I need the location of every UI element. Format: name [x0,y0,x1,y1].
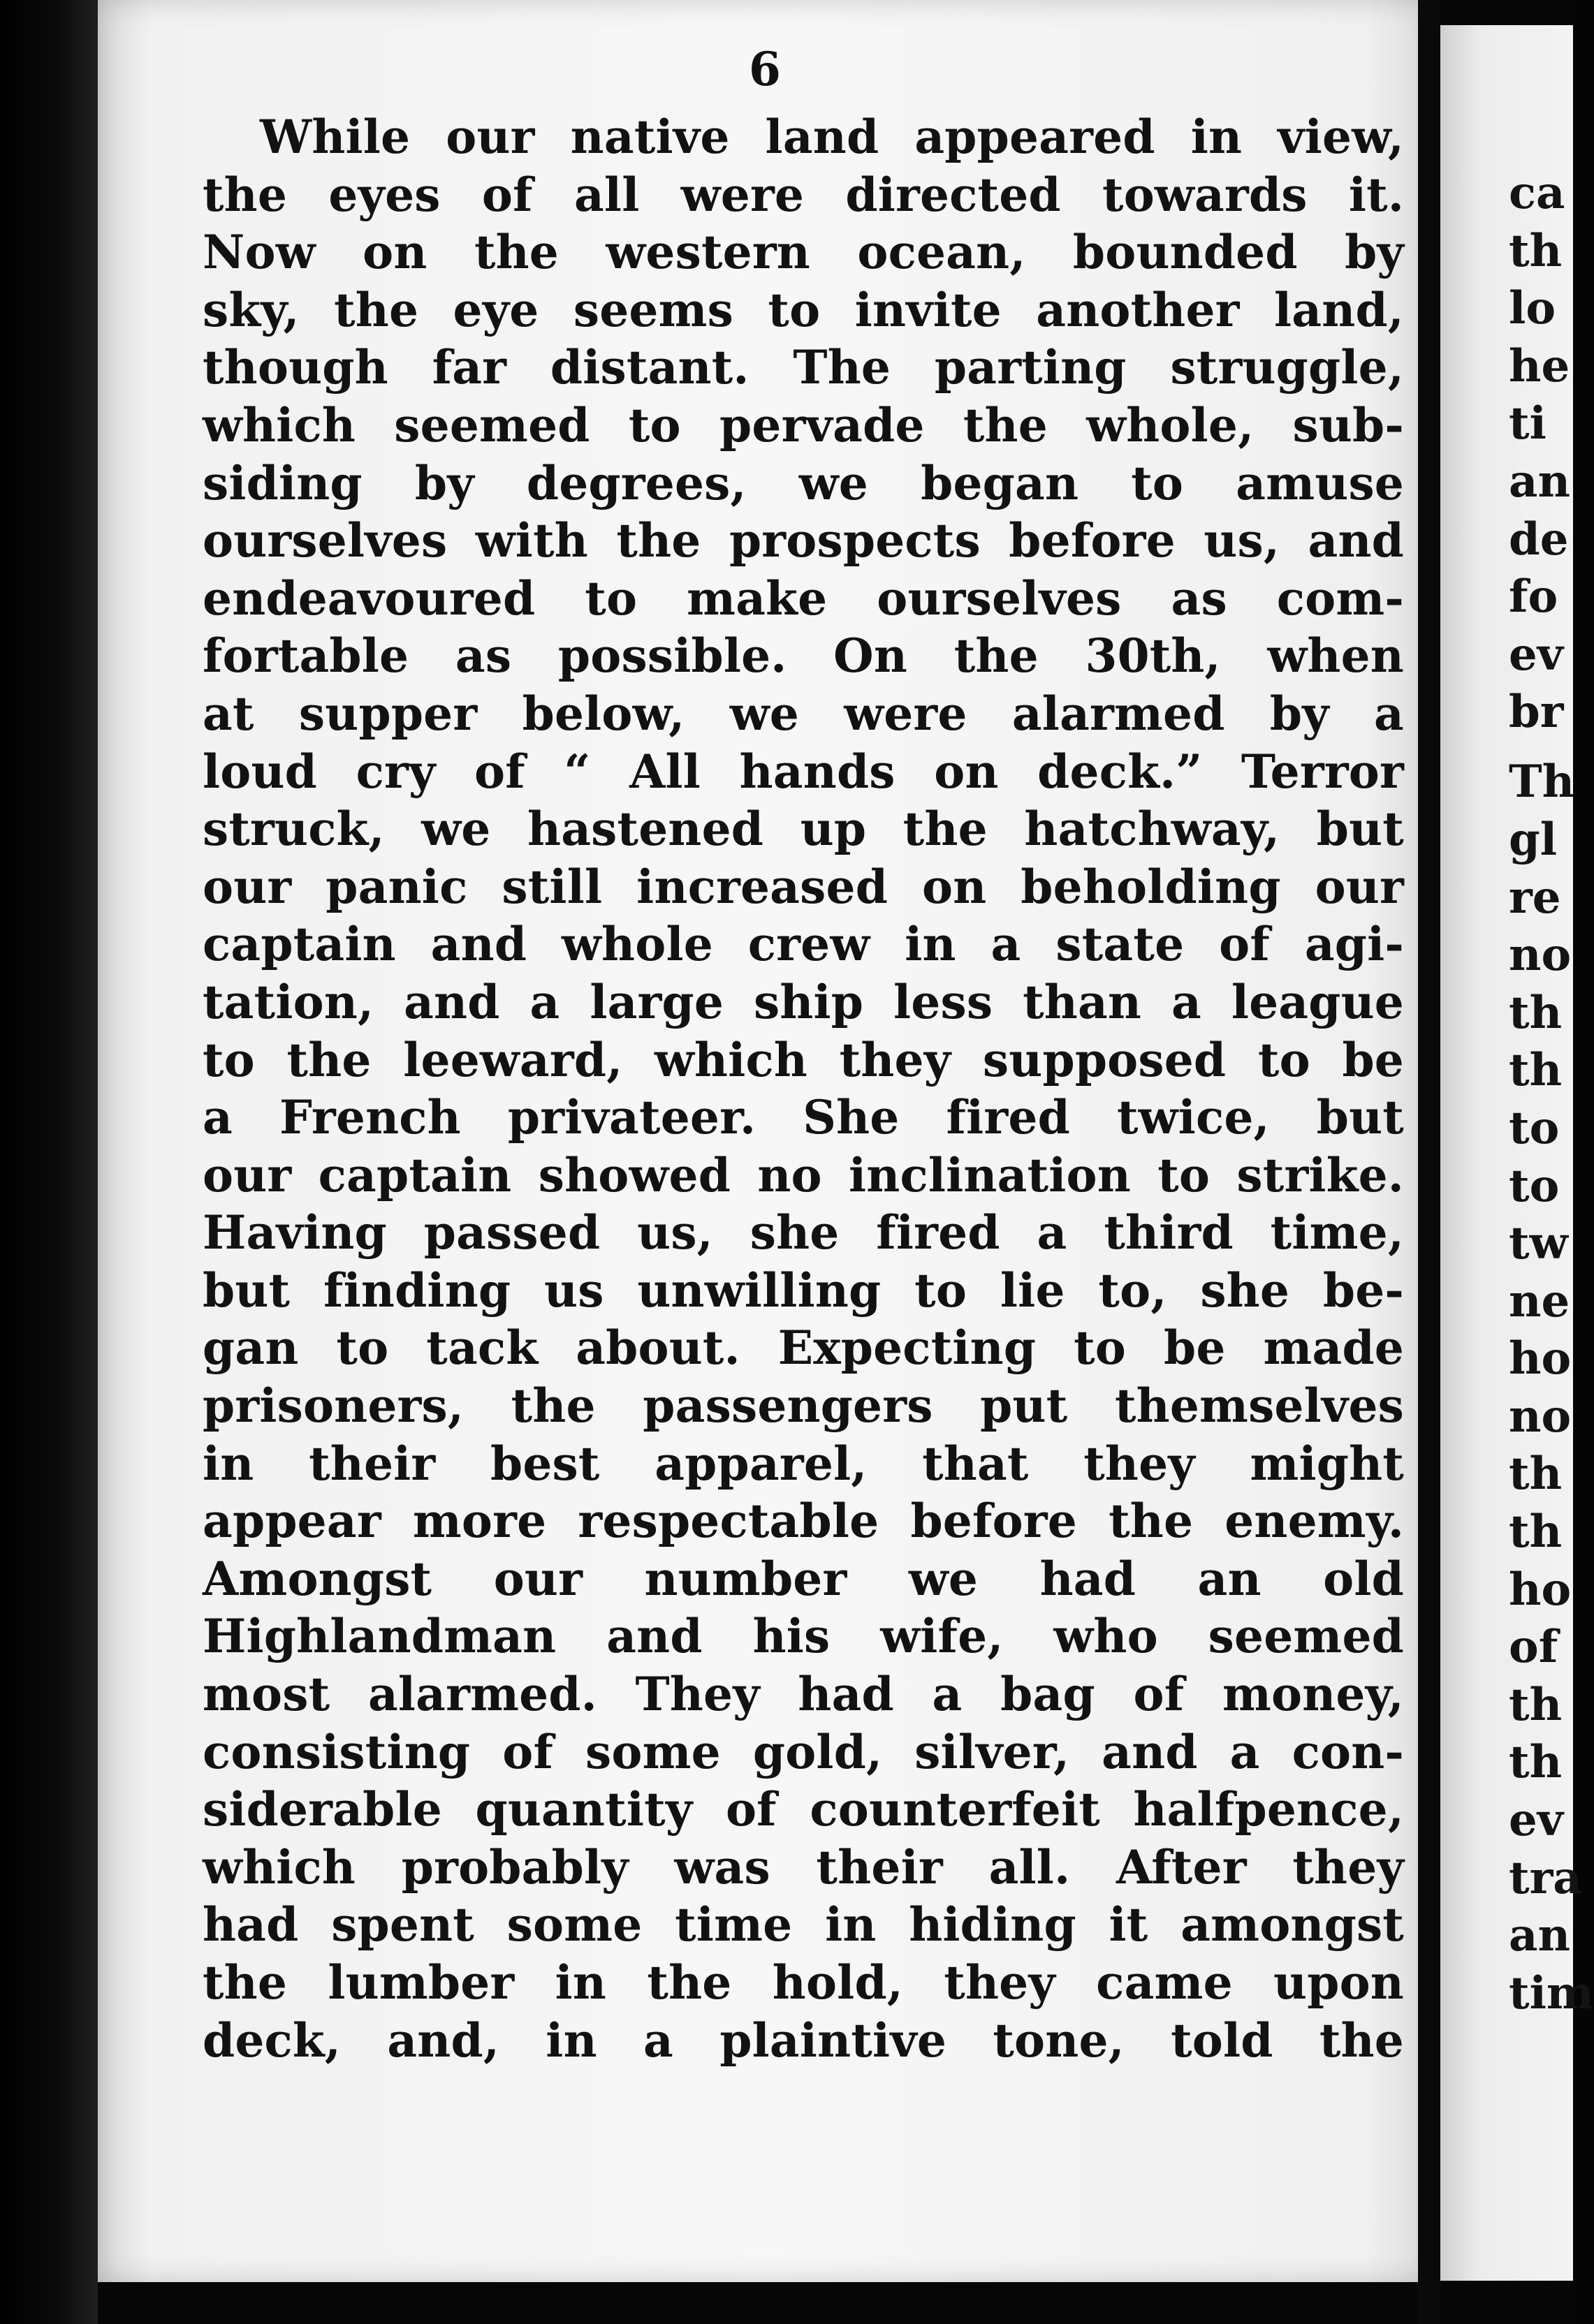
text-line: in their best apparel, that they might [203,1436,1404,1491]
text-line: captain and whole crew in a state of agi- [203,917,1404,972]
text-line: Now on the western ocean, bounded by [203,225,1404,280]
fragment-line: ev [1509,1794,1563,1847]
fragment-line: fo [1509,571,1558,624]
text-line: fortable as possible. On the 30th, when [203,628,1404,684]
text-line: Highlandman and his wife, who seemed [203,1609,1404,1664]
text-line: though far distant. The parting struggle, [203,340,1404,395]
fragment-line: th [1509,986,1563,1039]
fragment-line: th [1509,1044,1563,1097]
text-line: most alarmed. They had a bag of money, [203,1667,1404,1722]
fragment-line: to [1509,1159,1560,1212]
fragment-line: th [1509,1448,1563,1501]
text-line: Having passed us, she fired a third time, [203,1205,1404,1260]
text-line: sky, the eye seems to invite another land, [203,282,1404,337]
fragment-line: lo [1509,282,1556,335]
fragment-line: ti [1509,397,1547,450]
text-line: siderable quantity of counterfeit halfpence, [203,1782,1404,1837]
text-line: the lumber in the hold, they came upon [203,1955,1404,2010]
text-line: at supper below, we were alarmed by a [203,686,1404,741]
text-line: struck, we hastened up the hatchway, but [203,802,1404,857]
fragment-line: gl [1509,813,1558,866]
fragment-line: th [1509,1506,1563,1559]
text-line: to the leeward, which they supposed to be [203,1032,1404,1087]
facing-page-fragments [1509,165,1594,2022]
text-line: gan to tack about. Expecting to be made [203,1321,1404,1376]
text-line: prisoners, the passengers put themselves [203,1378,1404,1434]
fragment-line: ne [1509,1274,1570,1328]
text-line: our panic still increased on beholding our [203,859,1404,914]
fragment-line: br [1509,686,1564,739]
fragment-line: ev [1509,628,1563,681]
text-line: a French privateer. She fired twice, but [203,1090,1404,1145]
fragment-line: an [1509,455,1570,508]
text-line: consisting of some gold, silver, and a con- [203,1724,1404,1779]
fragment-line: ho [1509,1563,1572,1616]
fragment-line: of [1509,1621,1558,1674]
fragment-line: tim [1509,1966,1594,2020]
fragment-line: th [1509,224,1563,277]
fragment-line: an [1509,1909,1570,1962]
text-line: deck, and, in a plaintive tone, told the [203,2013,1404,2068]
text-line: the eyes of all were directed towards it. [203,167,1404,222]
text-line: which seemed to pervade the whole, sub- [203,397,1404,453]
facing-page-edge [1440,25,1594,2281]
page-gutter [1418,0,1440,2324]
book-page [98,0,1435,2282]
text-line: Amongst our number we had an old [203,1551,1404,1606]
fragment-line: to [1509,1101,1560,1154]
page-number: 6 [749,42,781,96]
text-line: tation, and a large ship less than a league [203,974,1404,1029]
fragment-line: tra [1509,1851,1582,1904]
fragment-line: ho [1509,1332,1572,1385]
text-line: our captain showed no inclination to strike. [203,1147,1404,1203]
text-line: but finding us unwilling to lie to, she be- [203,1263,1404,1318]
text-line: While our native land appeared in view, [260,110,1404,164]
text-line: endeavoured to make ourselves as com- [203,571,1404,626]
fragment-line: re [1509,871,1561,924]
fragment-line: th [1509,1736,1563,1789]
fragment-line: ca [1509,167,1565,219]
fragment-line: Th [1509,756,1575,809]
binding-shadow [0,0,98,2324]
fragment-line: no [1509,1390,1572,1443]
fragment-line: th [1509,1678,1563,1731]
fragment-line: de [1509,513,1569,566]
fragment-line: no [1509,929,1572,982]
fragment-line: he [1509,339,1570,392]
fragment-line: tw [1509,1217,1568,1270]
text-line: had spent some time in hiding it amongst [203,1897,1404,1952]
text-line: appear more respectable before the enemy. [203,1494,1404,1549]
text-line: ourselves with the prospects before us, and [203,513,1404,568]
text-line: siding by degrees, we began to amuse [203,455,1404,510]
body-text [203,108,1404,2069]
text-line: which probably was their all. After they [203,1839,1404,1895]
text-line: loud cry of “ All hands on deck.” Terror [203,744,1404,799]
